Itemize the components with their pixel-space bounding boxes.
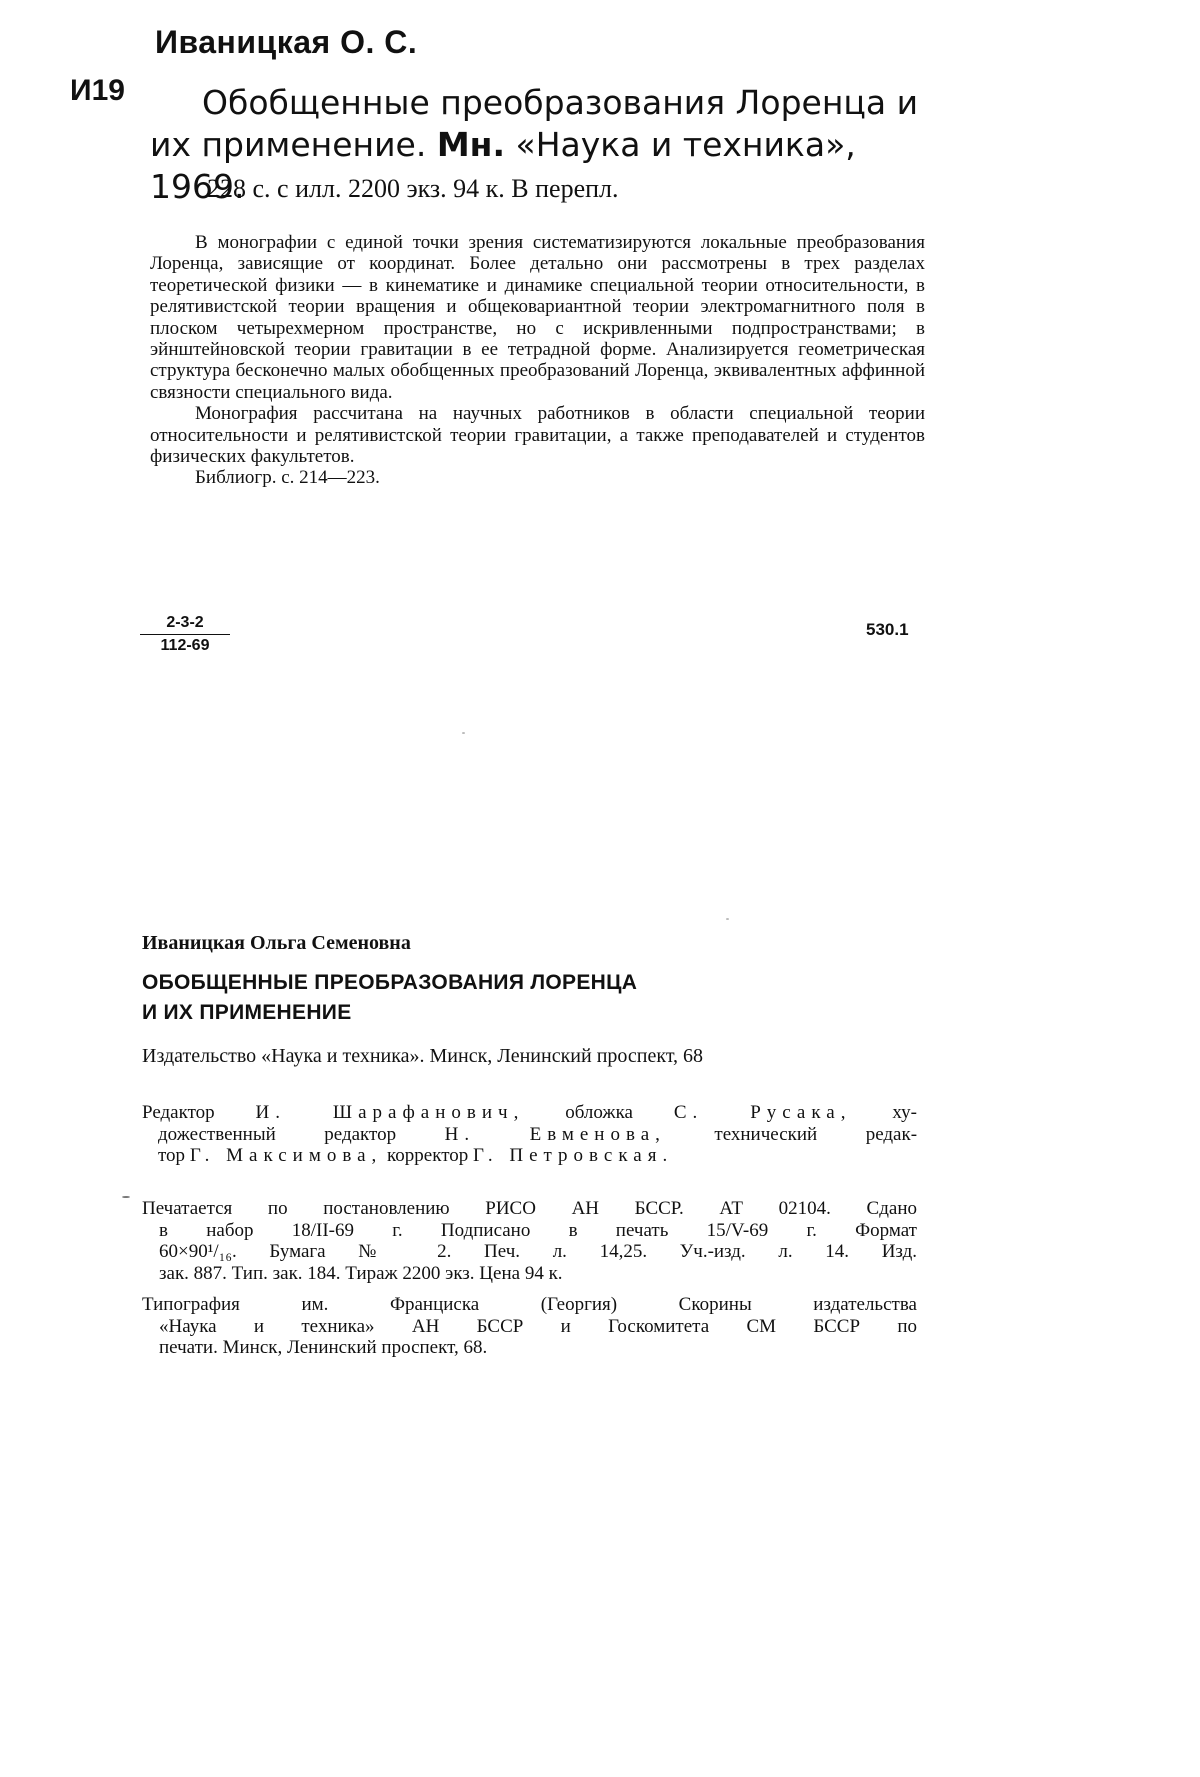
card-annotation xyxy=(150,232,925,489)
editor-name: Г. Петровская. xyxy=(473,1145,674,1166)
card-author: Иваницкая О. С. xyxy=(155,24,418,60)
editors-text: ху- xyxy=(892,1102,917,1123)
editors-text: технический редак- xyxy=(714,1123,918,1145)
scan-speck xyxy=(122,1196,130,1198)
editors-text: обложка xyxy=(565,1102,633,1123)
card-index-code: И19 xyxy=(70,74,125,107)
scan-speck xyxy=(726,918,729,920)
classification-denominator: 112-69 xyxy=(160,637,210,654)
typography-line: «Наука и техника» АН БССР и Госкомитета СМ БССР по xyxy=(159,1315,917,1337)
annotation-paragraph: В монографии с единой точки зрения систематизируются локальные преобразования Лоренца, зависящие от координат. Более детально они рассмотрены в трех разделах теоретической физики — в кинематике и динамике специальной теории относительности, в релятивистской теории вращения и общековариантной теории электромагнитного поля в плоском четырехмерном пространстве, но с искривленными подпространствами; в эйнштейновской теории гравитации в ее тетрадной форме. Анализируется геометрическая структура бесконечно малых обобщенных преобразований Лоренца, эквивалентных аффинной связности специального вида. xyxy=(150,232,925,403)
card-title-pub-city: Мн. xyxy=(436,125,506,164)
classification-numerator: 2-3-2 xyxy=(140,614,230,635)
editors-text: корректор xyxy=(387,1145,469,1166)
editor-name: Н. Евменова, xyxy=(444,1123,666,1145)
imprint-editors xyxy=(142,1102,917,1167)
imprint-print-info xyxy=(142,1198,917,1284)
editors-line xyxy=(142,1145,917,1167)
card-udc: 530.1 xyxy=(866,620,909,639)
annotation-paragraph: Монография рассчитана на научных работников в области специальной теории относительности и релятивистской теории гравитации, а также преподавателей и студентов физических факультетов. xyxy=(150,403,925,468)
scan-speck xyxy=(462,732,465,734)
card-title-main: Обобщенные преобразования Лоренца и их применение. xyxy=(150,83,919,164)
print-info-line: 60×90¹/₁₆. Бумага № 2. Печ. л. 14,25. Уч.-изд. л. 14. Изд. xyxy=(159,1241,917,1262)
print-info-line: зак. 887. Тип. зак. 184. Тираж 2200 экз. Цена 94 к. xyxy=(159,1262,563,1284)
imprint-title-line: И ИХ ПРИМЕНЕНИЕ xyxy=(142,1001,352,1024)
annotation-bibliography: Библиогр. с. 214—223. xyxy=(195,467,380,489)
print-info-line: в набор 18/II-69 г. Подписано в печать 15/V-69 г. Формат xyxy=(159,1219,917,1241)
imprint-typography xyxy=(142,1294,917,1359)
card-biblio-line: 228 с. с илл. 2200 экз. 94 к. В перепл. xyxy=(207,174,619,203)
imprint-author: Иваницкая Ольга Семеновна xyxy=(142,932,411,954)
card-classification-fraction xyxy=(140,614,230,655)
imprint-title xyxy=(142,968,637,1028)
editor-name: И. Шарафанович, xyxy=(255,1102,525,1123)
print-info-line: Печатается по постановлению РИСО АН БССР. АТ 02104. Сдано xyxy=(142,1198,917,1219)
editors-line xyxy=(142,1102,917,1124)
editor-name: С. Русака, xyxy=(673,1102,852,1123)
editors-text: Редактор xyxy=(142,1102,215,1123)
imprint-publisher: Издательство «Наука и техника». Минск, Ленинский проспект, 68 xyxy=(142,1045,704,1067)
imprint-title-line: ОБОБЩЕННЫЕ ПРЕОБРАЗОВАНИЯ ЛОРЕНЦА xyxy=(142,971,638,994)
editors-text: тор xyxy=(158,1145,186,1166)
typography-line: печати. Минск, Ленинский проспект, 68. xyxy=(159,1337,488,1358)
editors-text: дожественный редактор xyxy=(158,1123,397,1145)
typography-line: Типография им. Франциска (Георгия) Скорины издательства xyxy=(142,1294,917,1315)
card-title-publisher: «Наука и техника», 1969. xyxy=(150,125,856,206)
editor-name: Г. Максимова, xyxy=(189,1145,383,1166)
editors-line xyxy=(142,1124,917,1146)
